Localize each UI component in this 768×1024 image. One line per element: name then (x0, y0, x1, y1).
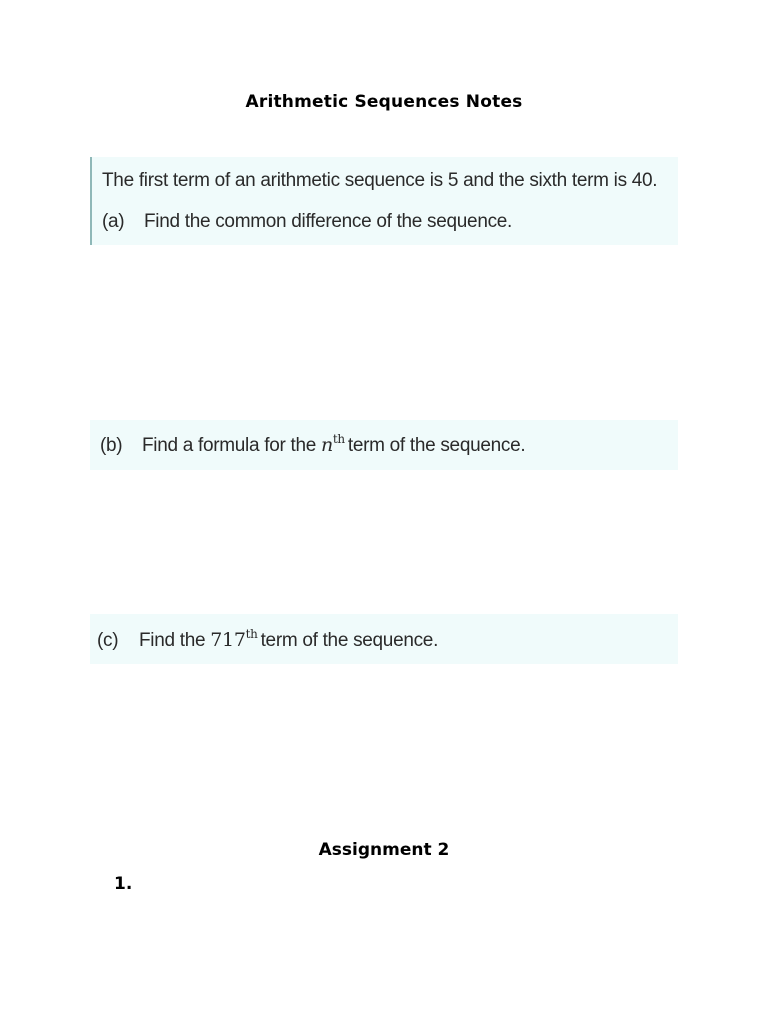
assignment-title: Assignment 2 (318, 840, 450, 860)
problem-intro-box (90, 157, 678, 245)
part-c-question (97, 627, 438, 652)
document-title: Arithmetic Sequences Notes (245, 92, 523, 112)
part-b-math-variable: n (320, 434, 333, 456)
part-b-superscript: th (332, 432, 345, 446)
part-b-text-after: term of the sequence. (347, 435, 526, 456)
part-c-math-number: 717 (210, 629, 246, 651)
part-b-question (100, 432, 525, 457)
part-b-text-before: Find a formula for the (142, 435, 316, 456)
part-a-text: Find the common difference of the sequence. (144, 211, 513, 232)
problem-intro-text: The first term of an arithmetic sequence is 5 and the sixth term is 40. (102, 170, 658, 191)
part-c-text-before: Find the (139, 630, 206, 651)
part-c-label: (c) (97, 630, 119, 651)
part-c-superscript: th (245, 627, 258, 641)
part-a-question (102, 211, 512, 233)
part-a-label: (a) (102, 211, 125, 232)
part-b-box (90, 420, 678, 470)
assignment-item-number: 1. (114, 874, 133, 894)
part-b-label: (b) (100, 435, 123, 456)
part-c-text-after: term of the sequence. (260, 630, 439, 651)
part-c-box (90, 614, 678, 664)
